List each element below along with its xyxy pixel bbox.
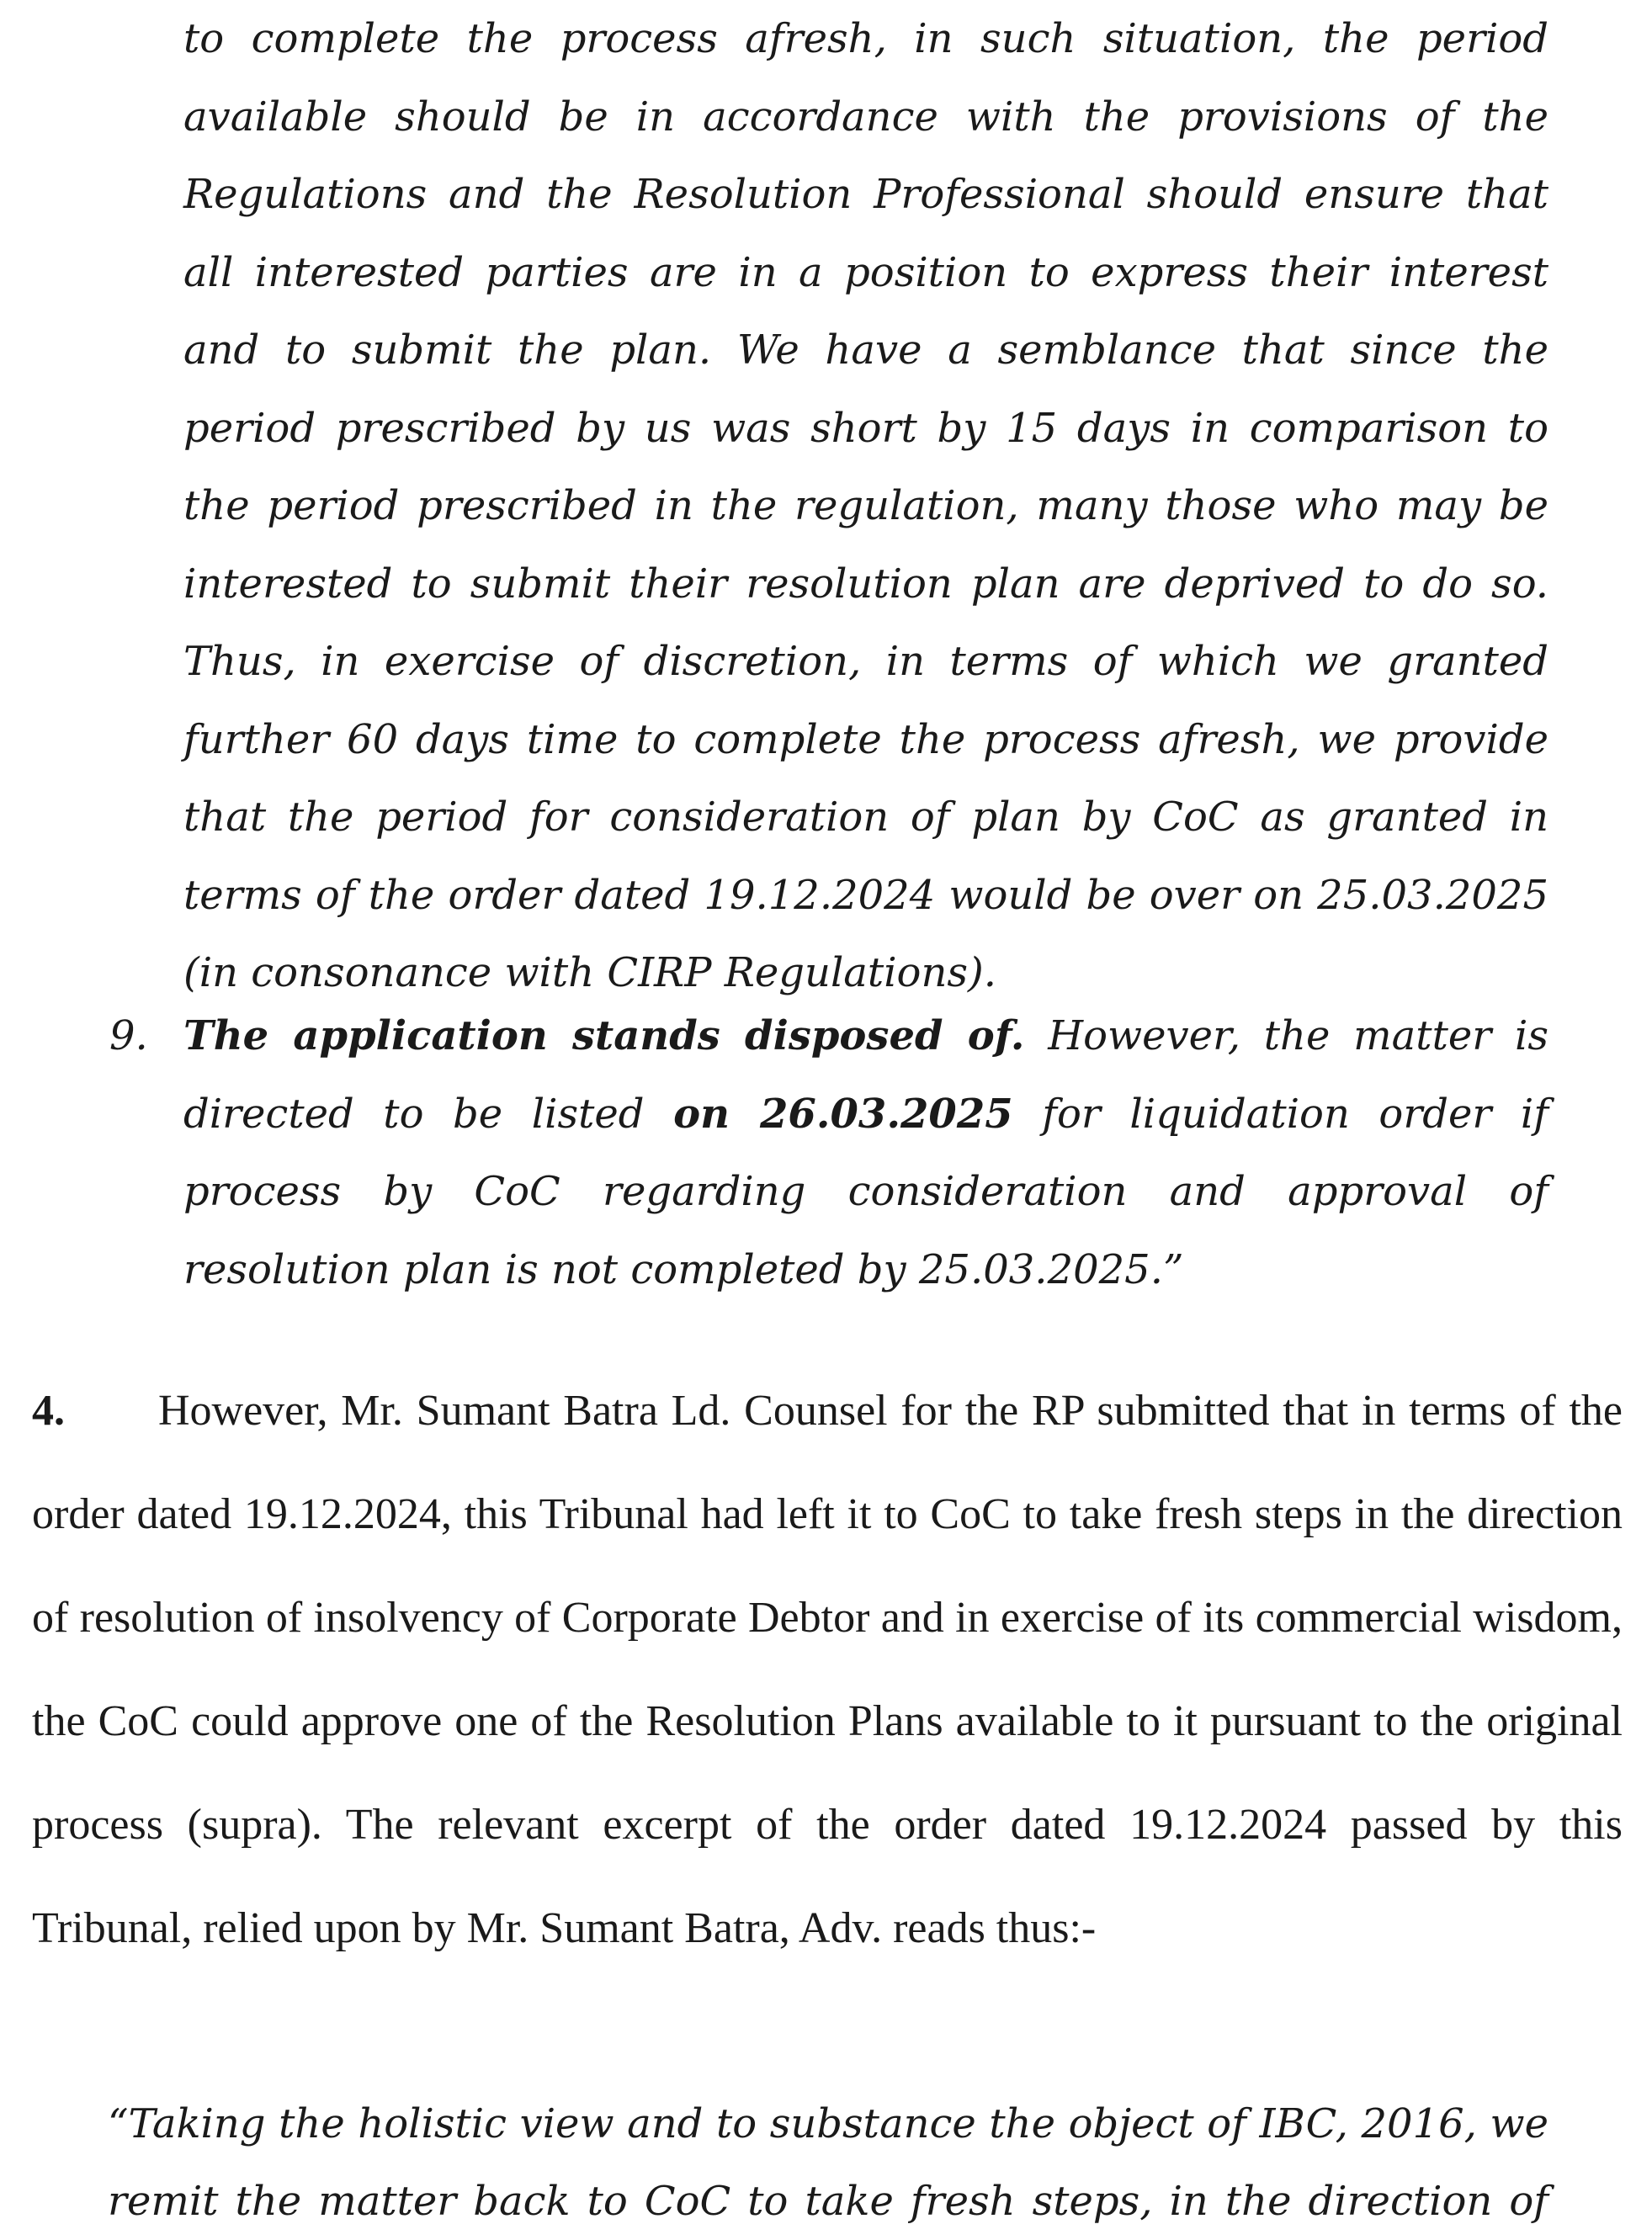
item-number: 9. bbox=[109, 1012, 148, 1059]
paragraph-body bbox=[32, 1359, 1623, 1980]
second-quote-text: “Taking the holistic view and to substance the object of IBC, 2016, we remit the matter back to CoC to take fresh steps, in the direction of bbox=[108, 2100, 1548, 2225]
numbered-item-9 bbox=[109, 997, 1548, 1308]
quoted-paragraph: to complete the process afresh, in such situation, the period available should be in accordance with the provisions of the Regulations and the Resolution Professional should ensure that all interested parties are in a position to express their interest and to submit the plan. We have a semblance that since the period prescribed by us was short by 15 days in comparison to the period prescribed in the regulation, many those who may be interested to submit their resolution plan are deprived to do so. Thus, in exercise of discretion, in terms of which we granted further 60 days time to complete the process afresh, we provide that the period for consideration of plan by CoC as granted in terms of the order dated 19.12.2024 would be over on 25.03.2025 (in consonance with CIRP Regulations). bbox=[183, 15, 1548, 996]
item-text-b: for liquidation order if process by CoC regarding consideration and approval of resolution plan is not completed by 25.03.2025.” bbox=[183, 1090, 1549, 1293]
item-text-a: However, the matter is directed to be listed bbox=[183, 1012, 1549, 1138]
item-bold-date: on 26.03.2025 bbox=[673, 1090, 1013, 1138]
quoted-order-excerpt bbox=[183, 0, 1548, 1012]
paragraph-text: However, Mr. Sumant Batra Ld. Counsel for the RP submitted that in terms of the order dated 19.12.2024, this Tribunal had left it to CoC to take fresh steps in the direction of resolution of insolvency of Corporate Debtor and in exercise of its commercial wisdom, the CoC could approve one of the Resolution Plans available to it pursuant to the original process (supra). The relevant excerpt of the order dated 19.12.2024 passed by this Tribunal, relied upon by Mr. Sumant Batra, Adv. reads thus:- bbox=[32, 1387, 1623, 1952]
second-quote bbox=[108, 2085, 1548, 2240]
item-body bbox=[183, 997, 1548, 1308]
item-bold-lead: The application stands disposed of. bbox=[183, 1012, 1025, 1059]
paragraph-4 bbox=[32, 1359, 1623, 1980]
paragraph-number: 4. bbox=[32, 1387, 65, 1435]
